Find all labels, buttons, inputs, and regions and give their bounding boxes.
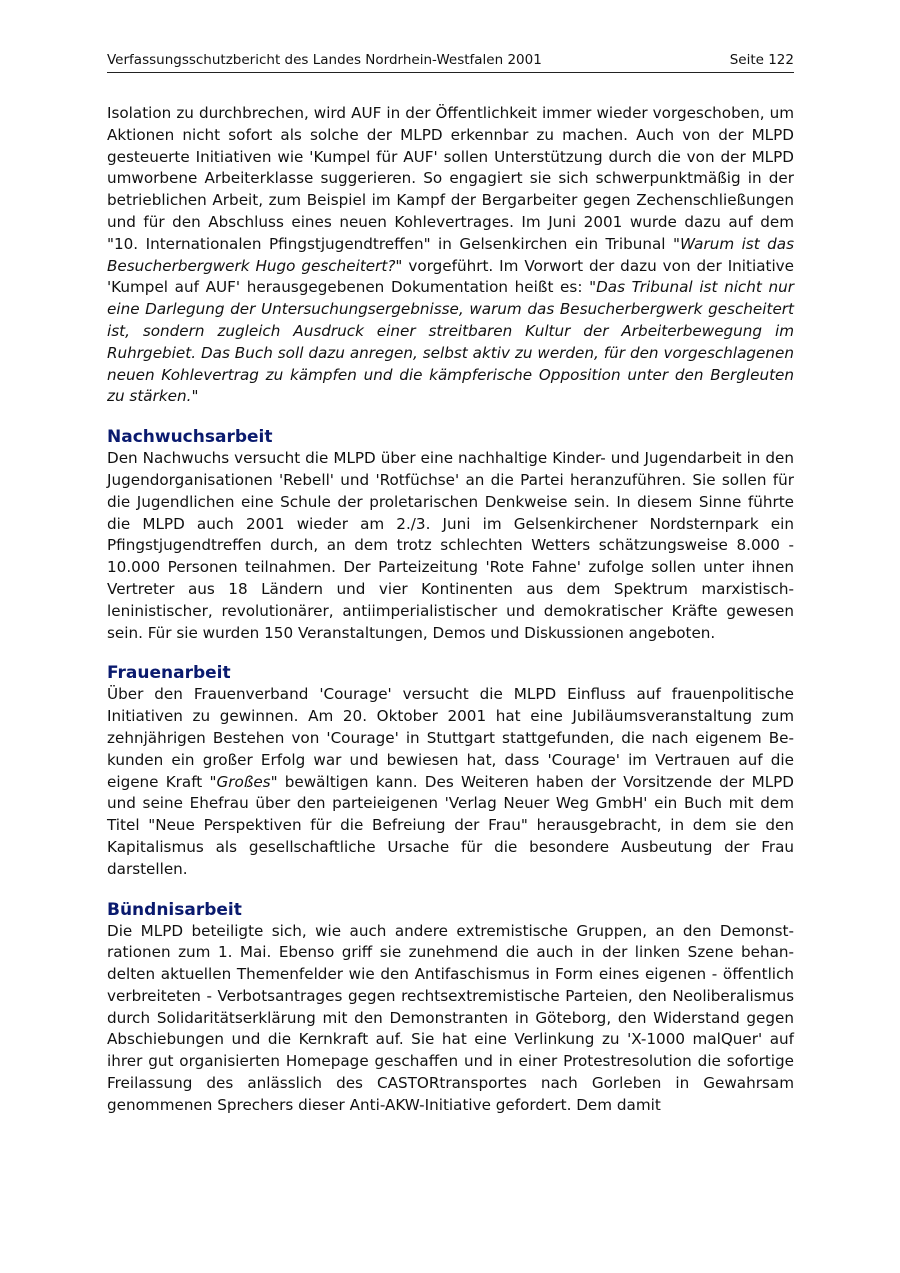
paragraph-frauenarbeit [107,684,794,880]
page-number: Seite 122 [729,52,794,68]
intro-text-2: " vorgeführt. Im Vorwort der dazu von der Initiative 'Kumpel auf AUF' herausgegebenen Dokumentation heißt es: " [107,256,795,297]
header-title: Verfassungsschutzbericht des Landes Nordrhein-Westfalen 2001 [107,52,542,68]
intro-text-1: Isolation zu durchbrechen, wird AUF in der Öffentlichkeit immer wieder vorgeschoben, um Aktionen nicht sofort als solche der MLPD erkennbar zu machen. Auch von der MLPD gesteuerte Initiativen wie 'Kumpel für AUF' sollen Unterstützung durch die von der MLPD umworbene Arbeiterklasse suggerieren. So engagiert sie sich schwerpunktmäßig in der betrieblichen Arbeit, zum Beispiel im Kampf der Bergarbeiter gegen Zechenschließungen und für den Abschluss eines neuen Kohlevertrages. Im Juni 2001 wurde dazu auf dem "10. Internationalen Pfingstjugendtreffen" in Gelsenkirchen ein Tribunal " [107,104,794,253]
frauenarbeit-emphasis: Großes [216,772,271,791]
foreword-quote: Das Tribunal ist nicht nur eine Darlegung der Untersuchungsergebnisse, warum das Besucherbergwerk gescheitert ist, sondern zugleich Ausdruck einer streitbaren Kultur der Arbeiterbewegung im Ruhrgebiet. Das Buch soll dazu anregen, selbst aktiv zu werden, für den vorgeschlagenen neuen Kohlevertrag zu kämpfen und die kämpferische Opposition unter den Bergleuten zu stärken. [107,278,795,406]
heading-nachwuchsarbeit: Nachwuchsarbeit [107,427,273,448]
running-header [107,50,794,73]
intro-paragraph [107,103,794,408]
intro-text-3: " [191,387,199,406]
document-page [107,50,794,1117]
page-content [107,103,794,1117]
tribunal-title-quote: Warum ist das Besucherbergwerk Hugo gescheitert? [107,234,794,275]
paragraph-buendnisarbeit: Die MLPD beteiligte sich, wie auch andere extremistische Gruppen, an den Demonstrationen zum 1. Mai. Ebenso griff sie zunehmend die auch in der linken Szene behandelten aktuellen Themenfelder wie den Antifaschismus in Form eines eigenen - öffentlich verbreiteten - Verbotsantrages gegen rechtsextremistische Parteien, den Neoliberalismus durch Solidaritätserklärung mit den Demonstranten in Göteborg, den Widerstand gegen Abschiebungen und die Kernkraft auf. Sie hat eine Verlinkung zu 'X-1000 malQuer' auf ihrer gut organisierten Homepage geschaffen und in einer Protestresolution die sofortige Freilassung des anlässlich des CASTORtransportes nach Gorleben in Gewahrsam genommenen Sprechers dieser Anti-AKW-Initiative gefordert. Dem damit [107,921,794,1114]
paragraph-nachwuchsarbeit: Den Nachwuchs versucht die MLPD über eine nachhaltige Kinder- und Jugendarbeit in den Jugendorganisationen 'Rebell' und 'Rotfüchse' an die Partei heranzuführen. Sie sollen für die Jugendlichen eine Schule der proletarischen Denkweise sein. In diesem Sinne führte die MLPD auch 2001 wieder am 2./3. Juni im Gelsenkirchener Nordsternpark ein Pfingstjugendtreffen durch, an dem trotz schlechten Wetters schätzungsweise 8.000 - 10.000 Personen teilnahmen. Der Parteizeitung 'Rote Fahne' zufolge sollen unter ihnen Vertreter aus 18 Ländern und vier Kontinenten aus dem Spektrum marxistisch-leninistischer, revolutionärer, antiimperialistischer und demokratischer Kräfte gewesen sein. Für sie wurden 150 Veranstaltungen, Demos und Diskussionen angeboten. [107,449,794,642]
frauenarbeit-text-2: " bewältigen kann. Des Weiteren haben der Vorsitzende der MLPD und seine Ehefrau über den parteieigenen 'Verlag Neuer Weg GmbH' ein Buch mit dem Titel "Neue Perspektiven für die Befreiung der Frau" herausgebracht, in dem sie den Kapitalismus als gesellschaftliche Ursache für die besondere Ausbeutung der Frau darstellen. [107,772,795,878]
heading-buendnisarbeit: Bündnisarbeit [107,899,242,920]
frauenarbeit-text-1: Über den Frauenverband 'Courage' versucht die MLPD Einfluss auf frauenpolitische Initiativen zu gewinnen. Am 20. Oktober 2001 hat eine Jubiläumsveranstaltung zum zehnjährigen Bestehen von 'Courage' in Stuttgart stattgefunden, die nach eigenem Bekunden ein großer Erfolg war und bewiesen hat, dass 'Courage' im Vertrauen auf die eigene Kraft " [107,685,794,791]
heading-frauenarbeit: Frauenarbeit [107,663,231,684]
